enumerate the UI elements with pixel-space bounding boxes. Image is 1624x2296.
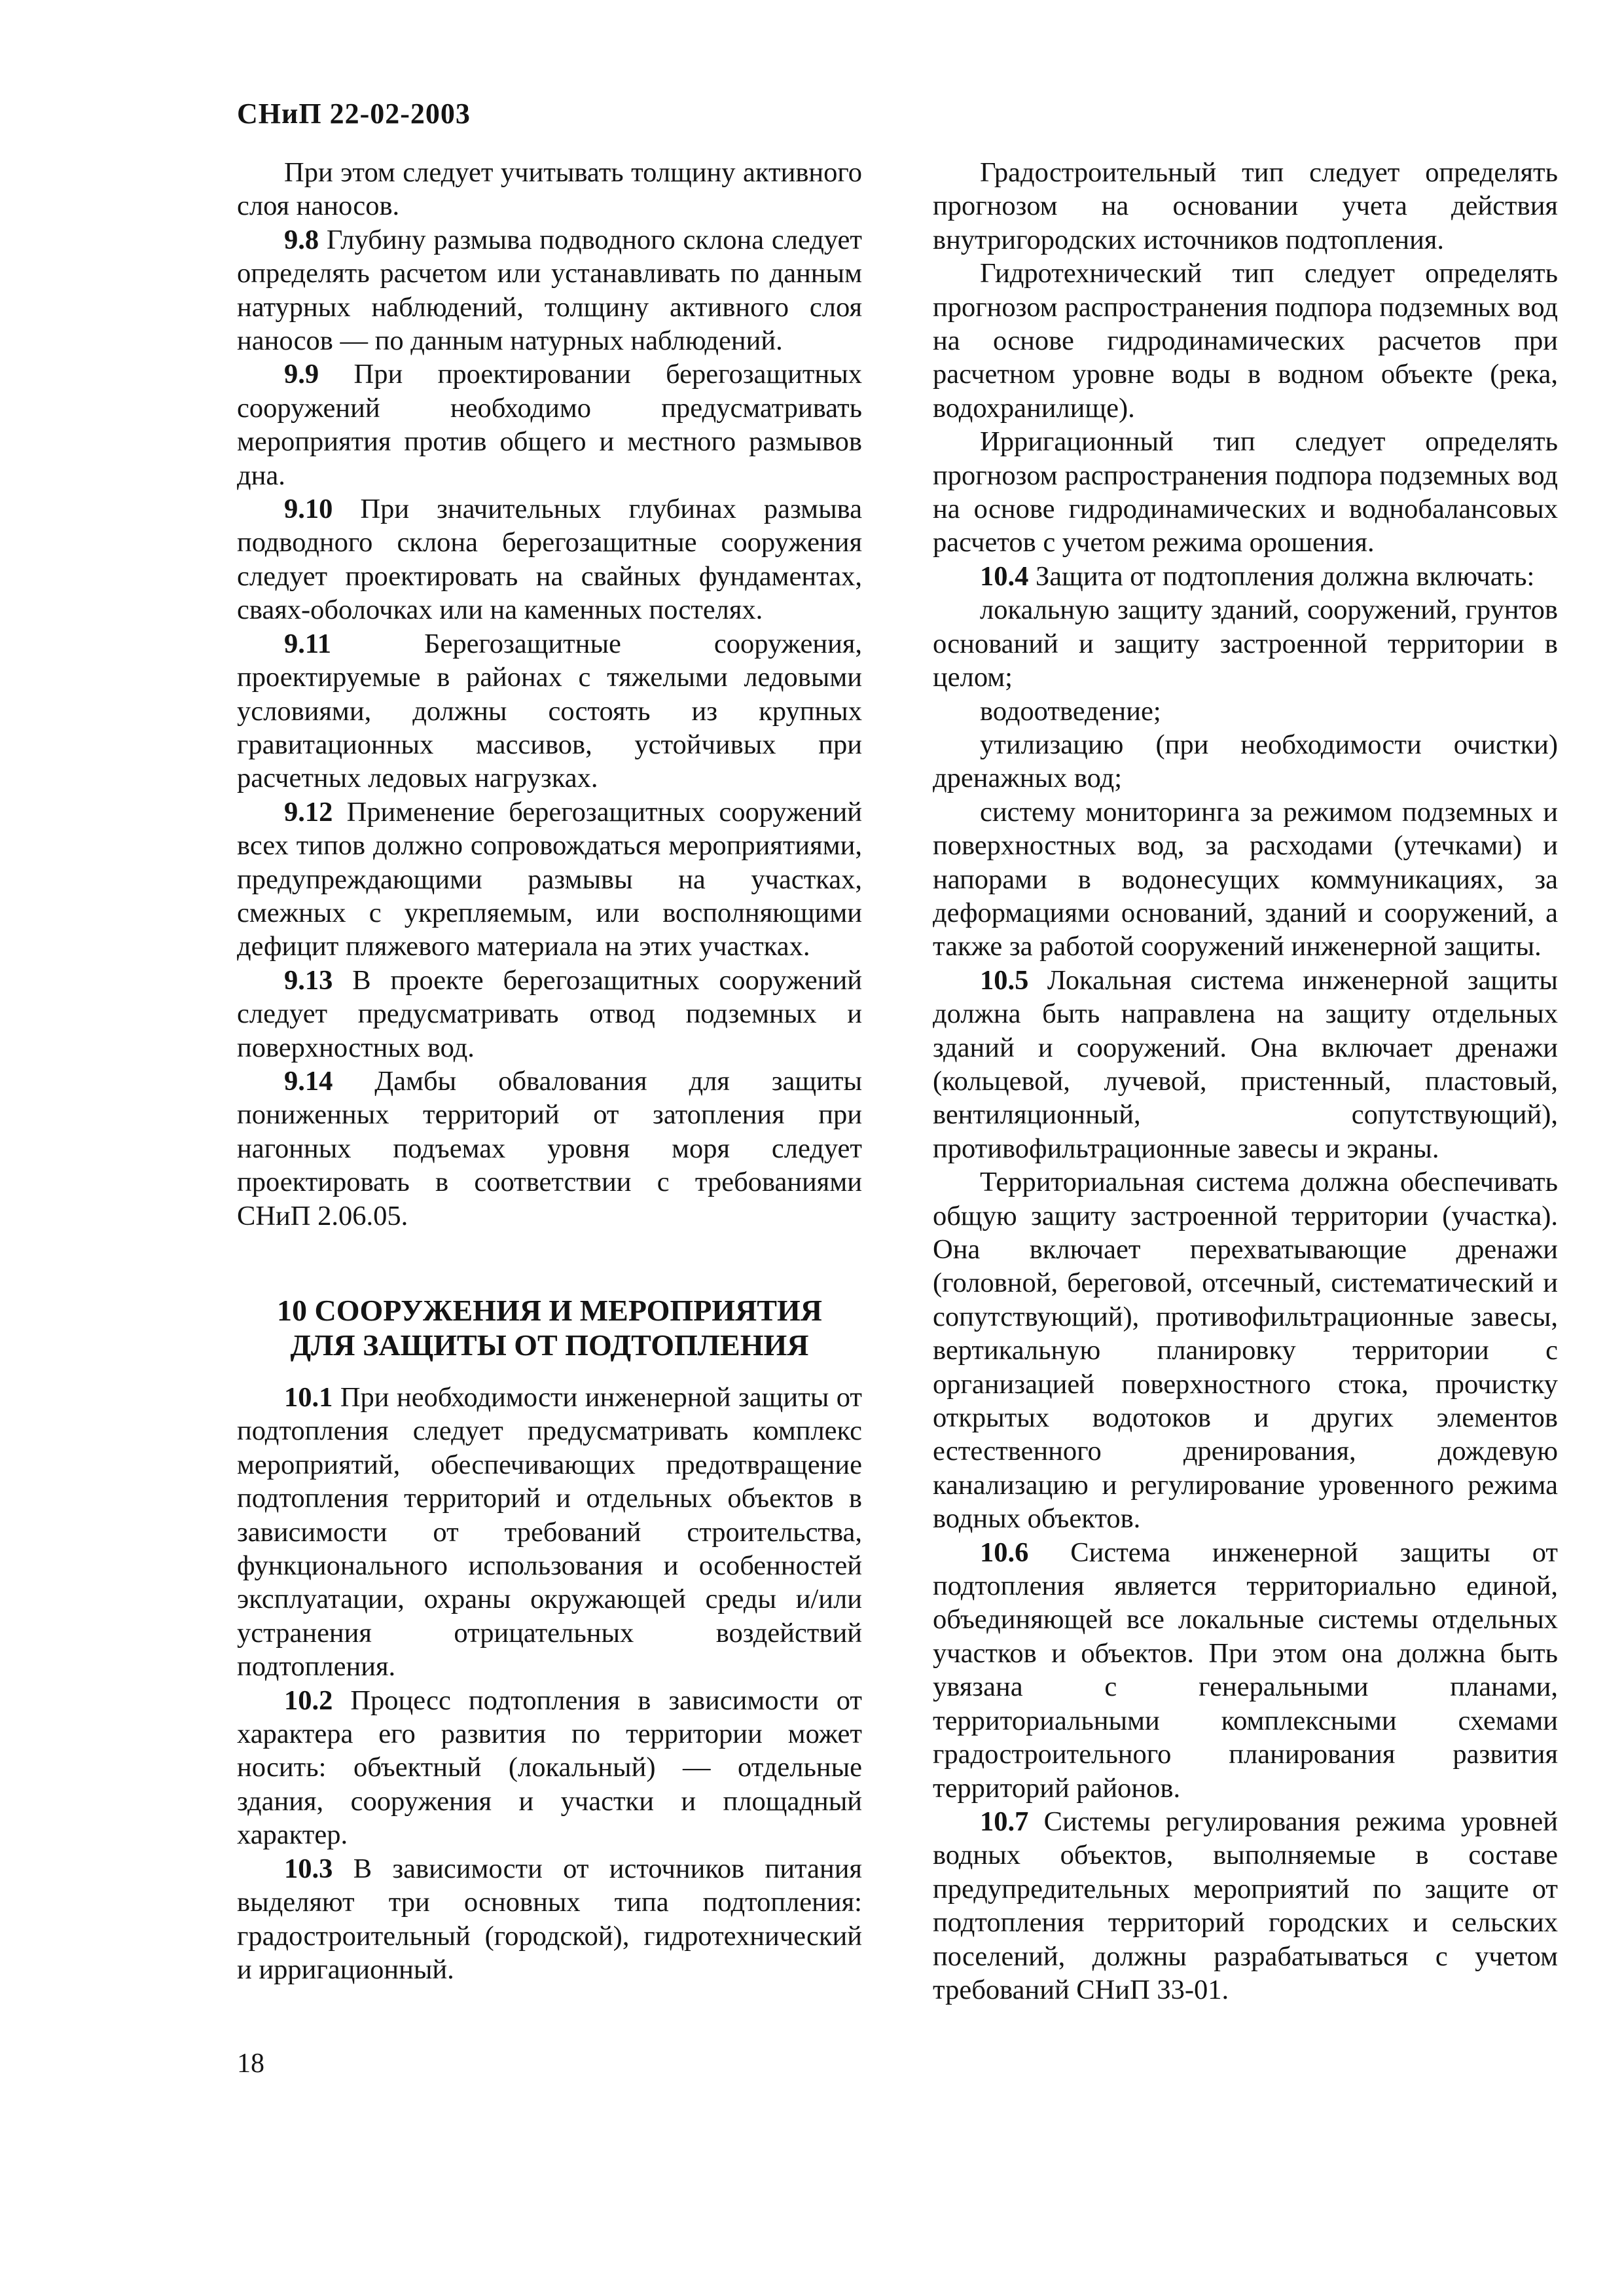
clause-number: 9.8 xyxy=(284,224,319,255)
clause-number: 10.6 xyxy=(980,1537,1029,1568)
clause-text: Дамбы обвалования для защиты пониженных территорий от затопления при нагонных подъемах уровня моря следует проектировать в соответствии с требованиями СНиП 2.06.05. xyxy=(237,1065,862,1231)
clause-number: 9.9 xyxy=(284,359,319,390)
clause-number: 9.13 xyxy=(284,964,333,996)
clause-9-10 xyxy=(237,492,862,627)
clause-text: Системы регулирования режима уровней водных объектов, выполняемые в составе предупредительных мероприятий по защите от подтопления территорий городских и сельских поселений, должны разрабатываться с учетом требований СНиП 33-01. xyxy=(933,1806,1558,2005)
clause-10-1 xyxy=(237,1381,862,1684)
section-title-line: ДЛЯ ЗАЩИТЫ ОТ ПОДТОПЛЕНИЯ xyxy=(290,1328,809,1362)
list-item-text: водоотведение; xyxy=(980,695,1161,727)
list-item-text: систему мониторинга за режимом подземных и поверхностных вод, за расходами (утечками) и напорами в водонесущих коммуникациях, за деформациями оснований, зданий и сооружений, а также за работой сооружений инженерной защиты. xyxy=(933,796,1558,962)
clause-text: При значительных глубинах размыва подводного склона берегозащитные сооружения следует проектировать на свайных фундаментах, сваях-оболочках или на каменных постелях. xyxy=(237,494,862,626)
paragraph-irrigation-type xyxy=(933,425,1558,560)
clause-10-3 xyxy=(237,1852,862,1987)
clause-9-12 xyxy=(237,795,862,964)
clause-10-7 xyxy=(933,1805,1558,2007)
clause-number: 9.11 xyxy=(284,628,332,659)
clause-text: Процесс подтопления в зависимости от характера его развития по территории может носить: объектный (локальный) — отдельные здания, сооружения и участки и площадный характер. xyxy=(237,1685,862,1851)
clause-text: В проекте берегозащитных сооружений следует предусматривать отвод подземных и поверхностных вод. xyxy=(237,964,862,1063)
clause-number: 10.2 xyxy=(284,1685,333,1716)
paragraph-text: При этом следует учитывать толщину активного слоя наносов. xyxy=(237,157,862,222)
paragraph-text: Ирригационный тип следует определять прогнозом распространения подпора подземных вод на основе гидродинамических и воднобалансовых расчетов с учетом режима орошения. xyxy=(933,426,1558,558)
paragraph-continuation xyxy=(237,156,862,223)
clause-number: 10.7 xyxy=(980,1806,1029,1837)
clause-10-2 xyxy=(237,1684,862,1852)
list-item xyxy=(933,695,1558,728)
clause-text: Защита от подтопления должна включать: xyxy=(1028,560,1535,592)
clause-number: 10.4 xyxy=(980,560,1029,592)
paragraph-text: Гидротехнический тип следует определять прогнозом распространения подпора подземных вод на основе гидродинамических расчетов при расчетном уровне воды в водном объекте (река, водохранилище). xyxy=(933,258,1558,424)
clause-9-11 xyxy=(237,627,862,795)
list-item xyxy=(933,728,1558,795)
clause-text: Берегозащитные сооружения, проектируемые в районах с тяжелыми ледовыми условиями, должны состоять из крупных гравитационных массивов, устойчивых при расчетных ледовых нагрузках. xyxy=(237,628,862,794)
page-number: 18 xyxy=(237,2049,264,2079)
document-code-header: СНиП 22-02-2003 xyxy=(237,98,471,130)
clause-9-8 xyxy=(237,223,862,358)
list-item xyxy=(933,795,1558,964)
section-heading xyxy=(237,1293,862,1362)
clause-text: Система инженерной защиты от подтопления является территориально единой, объединяющей все локальные системы отдельных участков и объектов. При этом она должна быть увязана с генеральными планами, территориальными комплексными схемами градостроительного планирования развития территорий районов. xyxy=(933,1537,1558,1804)
paragraph-hydro-type xyxy=(933,257,1558,425)
clause-text: В зависимости от источников питания выделяют три основных типа подтопления: градостроительный (городской), гидротехнический и ирригационный. xyxy=(237,1853,862,1985)
clause-text: Локальная система инженерной защиты должна быть направлена на защиту отдельных зданий и сооружений. Она включает дренажи (кольцевой, лучевой, пристенный, пластовый, вентиляционный, сопутствующий), противофильтрационные завесы и экраны. xyxy=(933,964,1558,1164)
paragraph-text: Градостроительный тип следует определять прогнозом на основании учета действия внутригородских источников подтопления. xyxy=(933,157,1558,255)
clause-number: 9.12 xyxy=(284,796,333,828)
list-item-text: утилизацию (при необходимости очистки) дренажных вод; xyxy=(933,729,1558,794)
clause-9-13 xyxy=(237,964,862,1065)
clause-number: 10.5 xyxy=(980,964,1029,996)
left-column xyxy=(237,156,862,1986)
clause-text: Применение берегозащитных сооружений всех типов должно сопровождаться мероприятиями, предупреждающими размывы на участках, смежных с укрепляемым, или восполняющими дефицит пляжевого материала на этих участках. xyxy=(237,796,862,962)
paragraph-text: Территориальная система должна обеспечивать общую защиту застроенной территории (участка). Она включает перехватывающие дренажи (головной, береговой, отсечный, систематический и сопутствующий), противофильтрационные завесы, вертикальную планировку территории с организацией поверхностного стока, прочистку открытых водотоков и других элементов естественного дренирования, дождевую канализацию и регулирование уровенного режима водных объектов. xyxy=(933,1167,1558,1535)
paragraph-territorial-system xyxy=(933,1165,1558,1535)
list-item-text: локальную защиту зданий, сооружений, грунтов оснований и защиту застроенной территории в целом; xyxy=(933,594,1558,693)
clause-text: При необходимости инженерной защиты от подтопления следует предусматривать комплекс мероприятий, обеспечивающих предотвращение подтопления территорий и отдельных объектов в зависимости от требований строительства, функционального использования и особенностей эксплуатации, охраны окружающей среды и/или устранения отрицательных воздействий подтопления. xyxy=(237,1382,862,1683)
clause-number: 9.10 xyxy=(284,494,333,525)
right-column xyxy=(933,156,1558,2007)
list-item xyxy=(933,593,1558,694)
clause-9-14 xyxy=(237,1065,862,1233)
clause-text: Глубину размыва подводного склона следует определять расчетом или устанавливать по данным натурных наблюдений, толщину активного слоя наносов — по данным натурных наблюдений. xyxy=(237,224,862,357)
paragraph-urban-type xyxy=(933,156,1558,257)
clause-10-5 xyxy=(933,964,1558,1165)
clause-10-4 xyxy=(933,560,1558,593)
clause-number: 9.14 xyxy=(284,1065,333,1097)
section-title-line: 10 СООРУЖЕНИЯ И МЕРОПРИЯТИЯ xyxy=(277,1294,822,1327)
clause-text: При проектировании берегозащитных сооружений необходимо предусматривать мероприятия против общего и местного размывов дна. xyxy=(237,359,862,491)
clause-9-9 xyxy=(237,357,862,492)
clause-number: 10.3 xyxy=(284,1853,333,1884)
clause-10-6 xyxy=(933,1536,1558,1805)
clause-number: 10.1 xyxy=(284,1382,333,1413)
